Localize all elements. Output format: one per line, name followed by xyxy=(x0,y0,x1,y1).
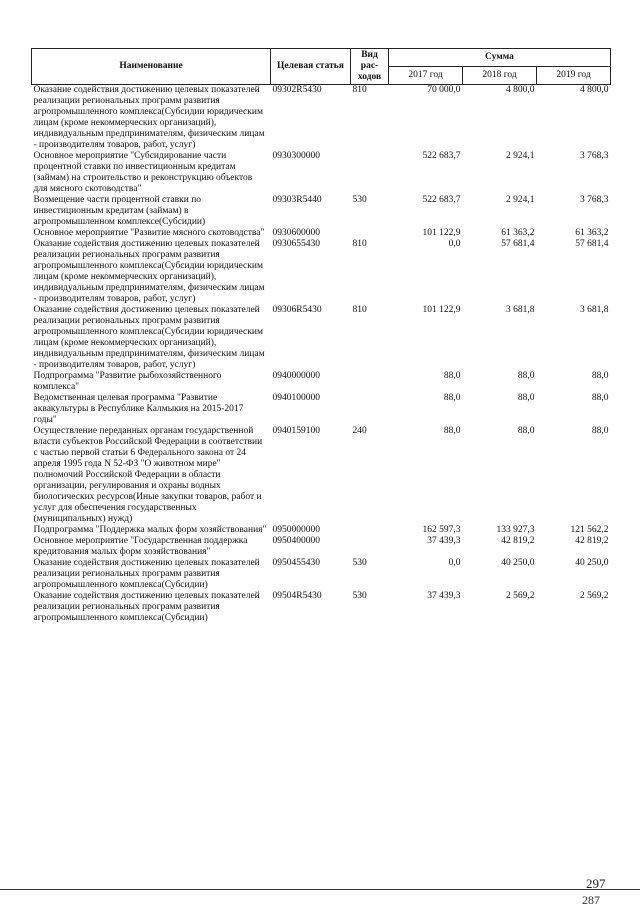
cell-expense-type: 530 xyxy=(352,195,367,205)
cell-code: 0950400000 xyxy=(272,536,320,546)
cell-expense-type: 810 xyxy=(352,85,367,95)
cell-code: 0930655430 xyxy=(272,239,320,249)
cell-sum-2019: 3 681,8 xyxy=(580,305,609,315)
cell-expense-type: 240 xyxy=(352,426,367,436)
cell-expense-type xyxy=(351,228,389,239)
cell-sum-2019: 121 562,2 xyxy=(570,525,609,535)
cell-expense-type: 530 xyxy=(352,591,367,601)
page-number-secondary: 287 xyxy=(582,893,600,907)
cell-sum-2019: 3 768,3 xyxy=(580,195,609,205)
cell-sum-2017: 162 597,3 xyxy=(422,525,461,535)
cell-sum-2019: 2 569,2 xyxy=(580,591,609,601)
table-row xyxy=(32,426,611,525)
cell-sum-2019: 57 681,4 xyxy=(575,239,609,249)
cell-code: 0940159100 xyxy=(272,426,320,436)
cell-name: Подпрограмма "Развитие рыбохозяйственного комплекса" xyxy=(33,371,222,392)
cell-sum-2018: 57 681,4 xyxy=(501,239,535,249)
cell-sum-2017: 522 683,7 xyxy=(422,151,461,161)
cell-sum-2019: 61 363,2 xyxy=(575,228,609,238)
header-type: Вид рас-ходов xyxy=(351,49,389,85)
cell-sum-2017: 37 439,3 xyxy=(427,591,461,601)
cell-expense-type xyxy=(351,536,389,558)
cell-name: Основное мероприятие "Государственная поддержка кредитования малых форм хозяйствования" xyxy=(33,536,248,557)
cell-name: Возмещение части процентной ставки по инвестиционным кредитам (займам) в агропромышленном комплексе(Субсидии) xyxy=(33,195,206,227)
table-row xyxy=(32,228,611,239)
table-row xyxy=(32,525,611,536)
table-row xyxy=(32,393,611,426)
cell-sum-2017: 0,0 xyxy=(448,558,461,568)
cell-expense-type xyxy=(351,393,389,426)
cell-sum-2018: 2 569,2 xyxy=(506,591,535,601)
cell-name: Оказание содействия достижению целевых показателей реализации региональных программ развития агропромышленного комплекса(Субсидии) xyxy=(33,558,260,590)
cell-code: 0950000000 xyxy=(272,525,320,535)
header-name: Наименование xyxy=(32,49,271,85)
cell-code: 0950455430 xyxy=(272,558,320,568)
cell-code: 0940100000 xyxy=(272,393,320,403)
cell-expense-type xyxy=(351,525,389,536)
cell-sum-2018: 2 924,1 xyxy=(506,151,535,161)
cell-name: Оказание содействия достижению целевых показателей реализации региональных программ развития агропромышленного комплекса(Субсидии юридическим лицам (кроме некоммерческих организаций), индивидуальным предпринимателям, физическим лицам - производителям товаров, работ, услуг) xyxy=(33,85,265,150)
cell-sum-2017: 88,0 xyxy=(443,371,461,381)
header-year-2017: 2017 год xyxy=(389,67,463,85)
table-row xyxy=(32,558,611,591)
cell-code: 09504R5430 xyxy=(272,591,322,601)
cell-name: Подпрограмма "Поддержка малых форм хозяйствования" xyxy=(33,525,267,535)
cell-expense-type xyxy=(351,151,389,195)
cell-sum-2017: 522 683,7 xyxy=(422,195,461,205)
footer-divider xyxy=(0,889,640,890)
cell-sum-2018: 42 819,2 xyxy=(501,536,535,546)
header-row-top xyxy=(32,49,611,67)
cell-sum-2017: 37 439,3 xyxy=(427,536,461,546)
cell-sum-2017: 88,0 xyxy=(443,393,461,403)
cell-sum-2018: 61 363,2 xyxy=(501,228,535,238)
cell-sum-2018: 2 924,1 xyxy=(506,195,535,205)
cell-sum-2019: 88,0 xyxy=(591,426,609,436)
cell-sum-2017: 101 122,9 xyxy=(422,305,461,315)
cell-code: 09303R5440 xyxy=(272,195,322,205)
cell-sum-2017: 0,0 xyxy=(448,239,461,249)
cell-code: 0930300000 xyxy=(272,151,320,161)
cell-sum-2018: 4 800,0 xyxy=(506,85,535,95)
cell-name: Осуществление переданных органам государственной власти субъектов Российской Федерации в соответствии с частью первой статьи 6 Федерального закона от 24 апреля 1995 года N 52-ФЗ "О животном мире" полномочий Российской Федерации в области организации, регулирования и охраны водных биологических ресурсов(Иные закупки товаров, работ и услуг для обеспечения государственных (муниципальных) нужд) xyxy=(33,426,263,524)
budget-table xyxy=(31,48,611,624)
header-year-2019: 2019 год xyxy=(537,67,611,85)
cell-sum-2019: 4 800,0 xyxy=(580,85,609,95)
cell-name: Оказание содействия достижению целевых показателей реализации региональных программ развития агропромышленного комплекса(Субсидии) xyxy=(33,591,260,623)
cell-expense-type: 530 xyxy=(352,558,367,568)
cell-sum-2018: 88,0 xyxy=(517,371,535,381)
cell-sum-2017: 70 000,0 xyxy=(427,85,461,95)
cell-code: 0930600000 xyxy=(272,228,320,238)
table-row xyxy=(32,239,611,305)
cell-sum-2018: 88,0 xyxy=(517,426,535,436)
cell-expense-type: 810 xyxy=(352,239,367,249)
cell-sum-2019: 88,0 xyxy=(591,371,609,381)
table-row xyxy=(32,591,611,624)
cell-name: Оказание содействия достижению целевых показателей реализации региональных программ развития агропромышленного комплекса(Субсидии юридическим лицам (кроме некоммерческих организаций), индивидуальным предпринимателям, физическим лицам - производителям товаров, работ, услуг) xyxy=(33,305,265,370)
table-row xyxy=(32,305,611,371)
table-row xyxy=(32,151,611,195)
header-code: Целевая статья xyxy=(271,49,351,85)
table-row xyxy=(32,536,611,558)
cell-sum-2018: 3 681,8 xyxy=(506,305,535,315)
cell-name: Основное мероприятие "Развитие мясного скотоводства" xyxy=(33,228,265,238)
cell-name: Ведомственная целевая программа "Развитие аквакультуры в Республике Калмыкия на 2015-2017 годы" xyxy=(33,393,244,425)
cell-sum-2018: 40 250,0 xyxy=(501,558,535,568)
header-sum: Сумма xyxy=(389,49,611,67)
cell-sum-2019: 3 768,3 xyxy=(580,151,609,161)
cell-code: 09306R5430 xyxy=(272,305,322,315)
cell-expense-type: 810 xyxy=(352,305,367,315)
cell-code: 09302R5430 xyxy=(272,85,322,95)
cell-sum-2018: 88,0 xyxy=(517,393,535,403)
cell-sum-2017: 101 122,9 xyxy=(422,228,461,238)
table-row xyxy=(32,371,611,393)
cell-sum-2018: 133 927,3 xyxy=(496,525,535,535)
table-row xyxy=(32,195,611,228)
cell-name: Основное мероприятие "Субсидирование части процентной ставки по инвестиционным кредитам (займам) на строительство и реконструкцию объектов для мясного скотоводства" xyxy=(33,151,253,194)
cell-sum-2019: 42 819,2 xyxy=(575,536,609,546)
cell-code: 0940000000 xyxy=(272,371,320,381)
cell-sum-2019: 88,0 xyxy=(591,393,609,403)
cell-sum-2017: 88,0 xyxy=(443,426,461,436)
cell-expense-type xyxy=(351,371,389,393)
page-number: 297 xyxy=(586,876,606,891)
cell-name: Оказание содействия достижению целевых показателей реализации региональных программ развития агропромышленного комплекса(Субсидии юридическим лицам (кроме некоммерческих организаций), индивидуальным предпринимателям, физическим лицам - производителям товаров, работ, услуг) xyxy=(33,239,265,304)
table-row xyxy=(32,85,611,152)
cell-sum-2019: 40 250,0 xyxy=(575,558,609,568)
table-body xyxy=(32,85,611,625)
header-year-2018: 2018 год xyxy=(463,67,537,85)
